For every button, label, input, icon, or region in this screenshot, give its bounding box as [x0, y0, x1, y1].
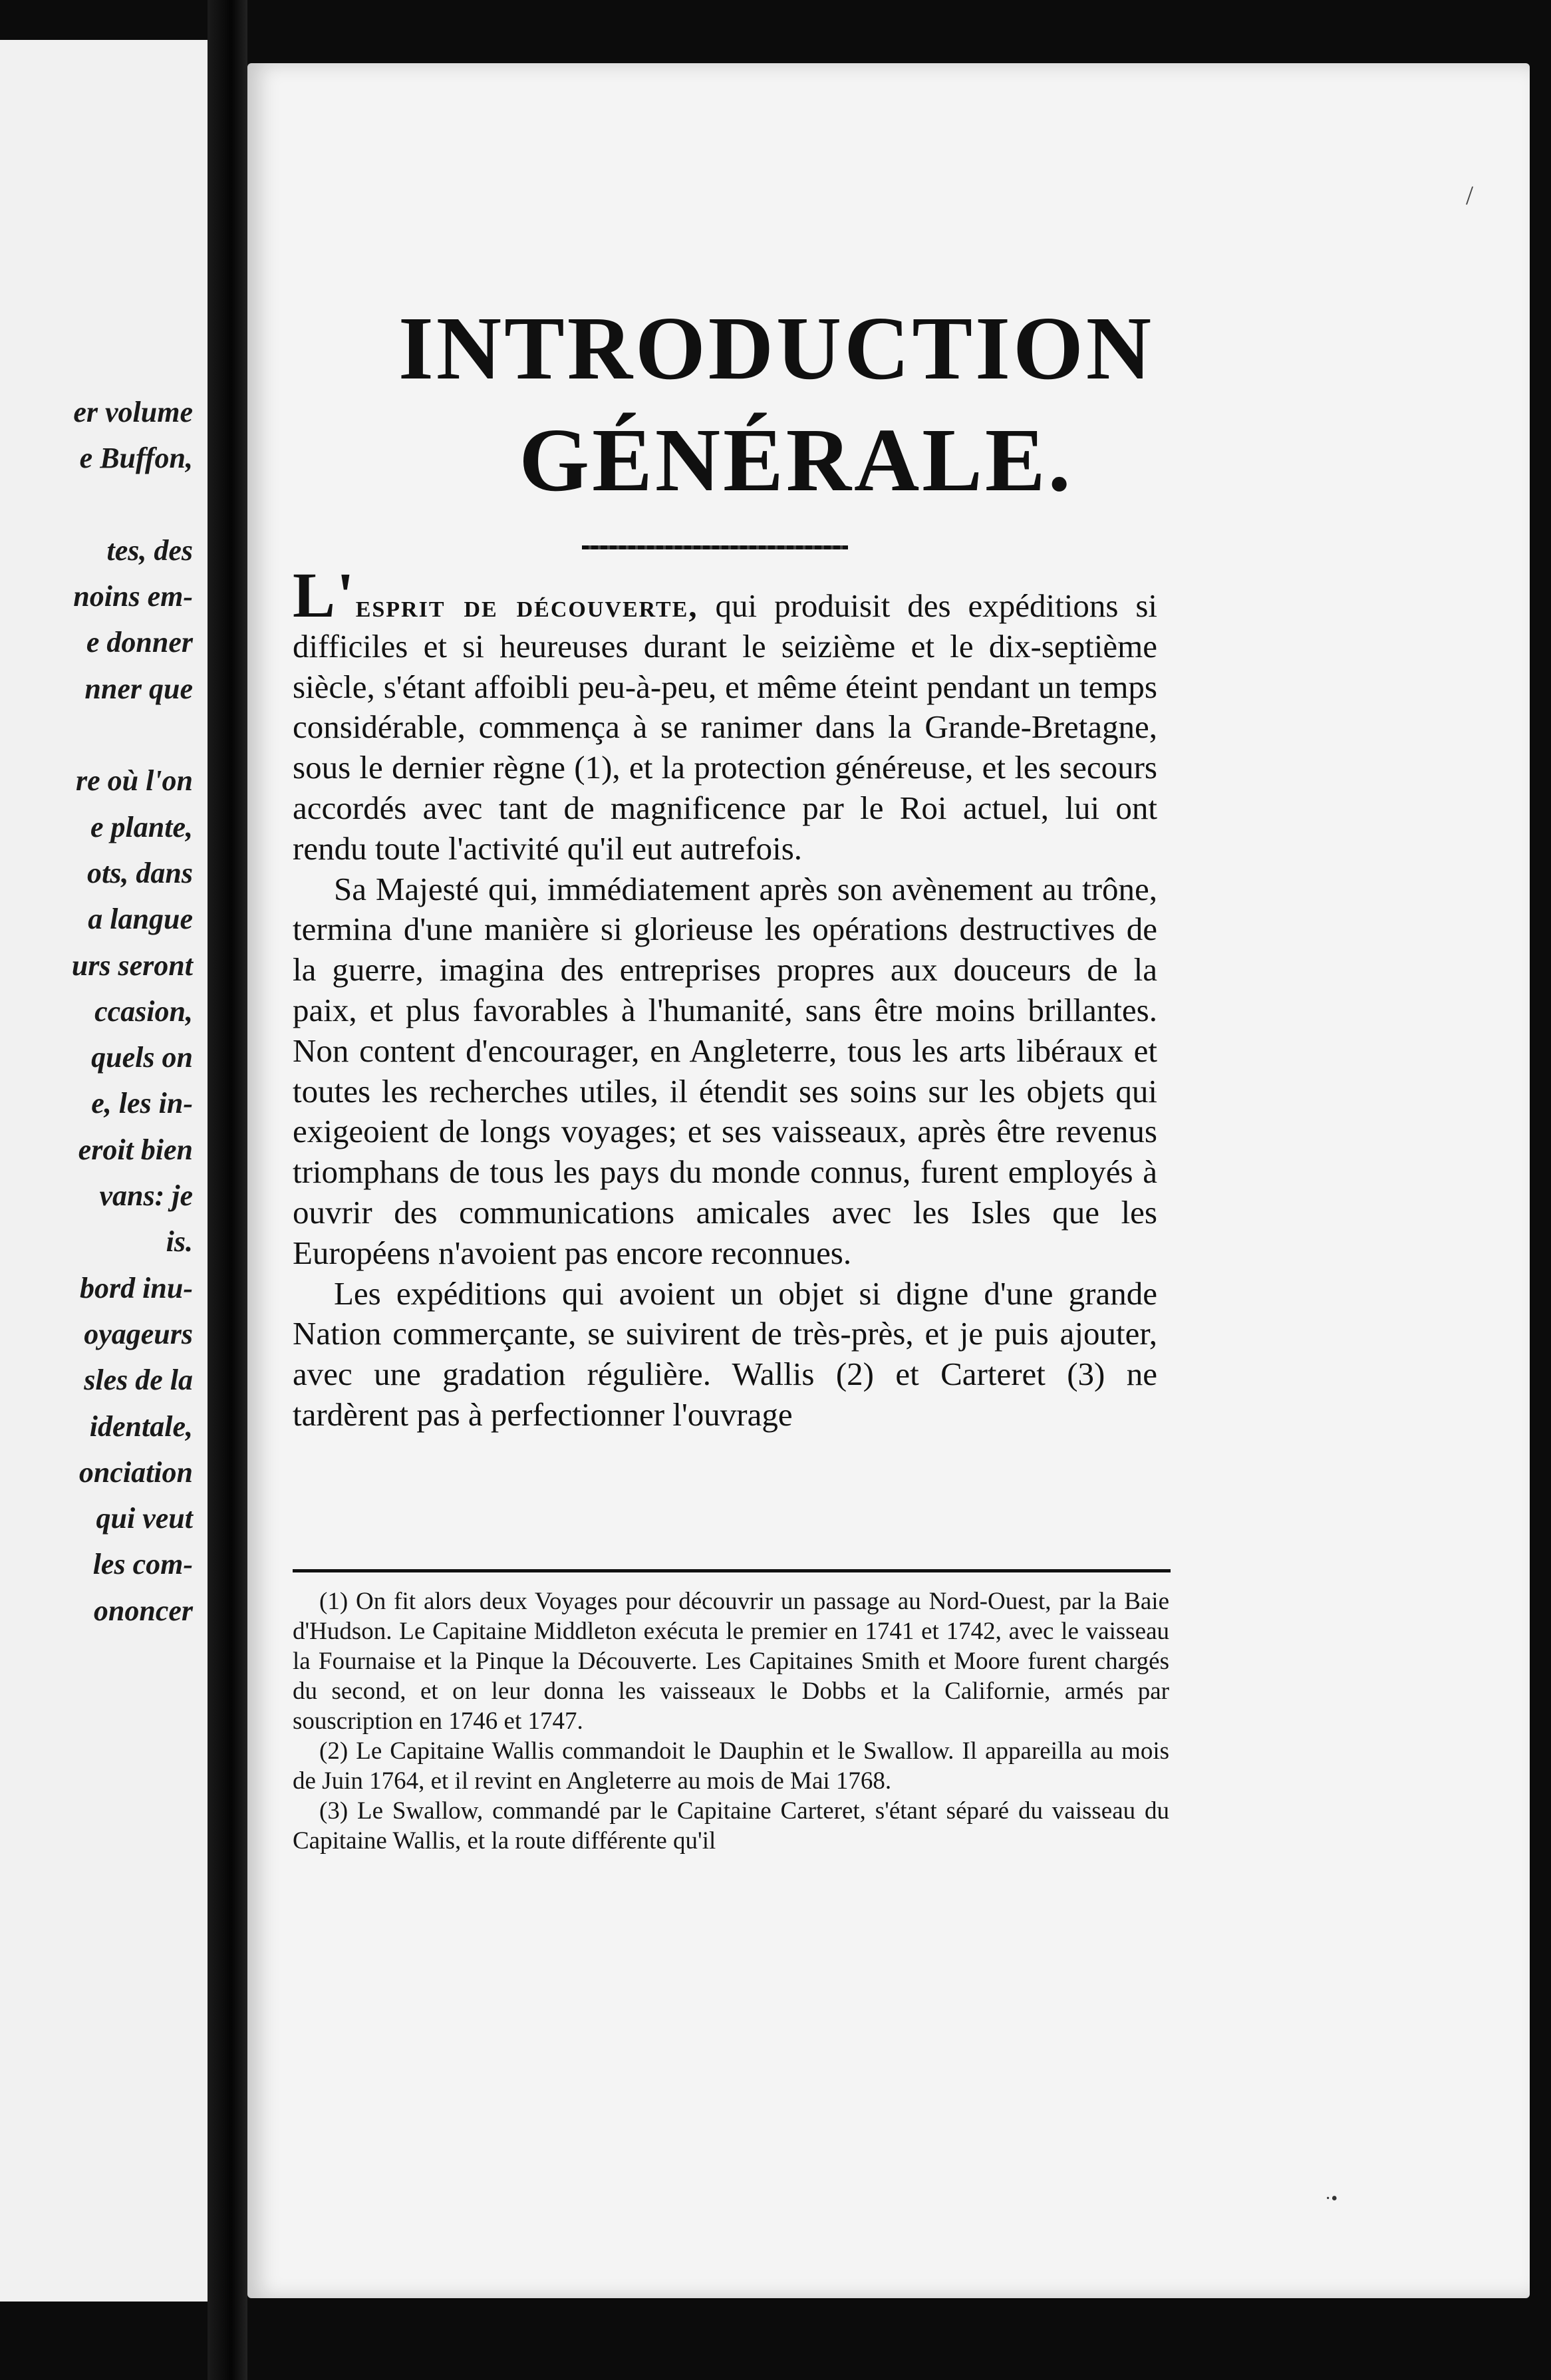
- facing-page-text: [72, 389, 193, 1634]
- main-page: [247, 63, 1530, 2298]
- title-ornament-rule: [582, 545, 848, 549]
- facing-line: quels on: [91, 1041, 193, 1074]
- facing-line: urs seront: [71, 949, 193, 982]
- facing-line: oyageurs: [84, 1317, 193, 1350]
- facing-line: e donner: [86, 626, 193, 659]
- facing-line: les com-: [92, 1548, 193, 1581]
- facing-line: is.: [166, 1225, 193, 1259]
- book-gutter: [208, 0, 247, 2380]
- facing-line: bord inu-: [80, 1271, 193, 1304]
- paragraph-2: Sa Majesté qui, immédiatement après son avènement au trône, termina d'une manière si glorieuse les opérations destructives de la guerre, imagina des entreprises propres aux douceurs de la paix, et plus favorables à l'humanité, sans être moins brillantes. Non content d'encourager, en Angleterre, tous les arts libéraux et toutes les recherches utiles, il étendit ses soins sur les objets qui exigeoient de longs voyages; et ses vaisseaux, après être revenus triomphans de tous les pays du monde connus, furent employés à ouvrir des communications amicales avec les Isles que les Européens n'avoient pas encore reconnues.: [293, 870, 1157, 1271]
- facing-line: [72, 482, 193, 527]
- facing-line: nner que: [84, 672, 193, 705]
- stray-marks: ·•: [1325, 2188, 1338, 2209]
- paragraph-3: Les expéditions qui avoient un objet si digne d'une grande Nation commerçante, se suivirent de très-près, et je puis ajouter, avec une gradation régulière. Wallis (2) et Carteret (3) ne tardèrent pas à perfectionner l'ouvrage: [293, 1274, 1157, 1433]
- facing-line: tes, des: [106, 533, 193, 567]
- facing-line: re où l'on: [75, 764, 193, 798]
- footnote-3: (3) Le Swallow, commandé par le Capitaine Carteret, s'étant séparé du vaisseau du Capitaine Wallis, et la route différente qu'il: [293, 1797, 1169, 1855]
- facing-line: noins em-: [73, 580, 193, 613]
- facing-line: eroit bien: [78, 1133, 193, 1166]
- page-title: [287, 293, 1265, 516]
- facing-line: er volume: [73, 396, 193, 428]
- facing-line: [72, 712, 193, 758]
- facing-line: ots, dans: [87, 856, 193, 889]
- footnotes: [293, 1586, 1169, 1856]
- facing-line: ononcer: [93, 1594, 193, 1627]
- facing-line: sles de la: [84, 1364, 193, 1397]
- paragraph-1: [293, 559, 1158, 869]
- facing-line: qui veut: [96, 1502, 193, 1535]
- footnote-2: (2) Le Capitaine Wallis commandoit le Dauphin et le Swallow. Il appareilla au mois de Juin 1764, et il revint en Angleterre au mois de Mai 1768.: [293, 1737, 1169, 1795]
- facing-line: vans: je: [99, 1179, 193, 1213]
- paragraph-1-text: qui produisit des expéditions si difficiles et si heureuses durant le seizième et le dix-septième siècle, s'étant affoibli peu-à-peu, et même éteint pendant un temps considérable, commença à se ranimer dans la Grande-Bretagne, sous le dernier règne (1), et la protection généreuse, et les secours accordés avec tant de magnificence par le Roi actuel, lui ont rendu toute l'activité qu'il eut autrefois.: [293, 587, 1158, 867]
- facing-line: e plante,: [90, 810, 193, 843]
- lead-words: L'esprit de découverte,: [293, 559, 698, 631]
- facing-line: e, les in-: [91, 1087, 193, 1120]
- body-text: [293, 559, 1158, 1435]
- facing-line: identale,: [89, 1410, 193, 1443]
- facing-line: onciation: [78, 1455, 193, 1489]
- title-line-1: INTRODUCTION: [398, 299, 1155, 398]
- ink-mark: /: [1466, 180, 1474, 210]
- facing-line: ccasion,: [94, 994, 193, 1028]
- facing-page: [0, 40, 212, 2302]
- facing-line: e Buffon,: [79, 442, 193, 475]
- title-line-2: GÉNÉRALE.: [519, 410, 1073, 510]
- footnote-rule: [293, 1569, 1171, 1572]
- facing-line: a langue: [88, 903, 193, 936]
- footnote-1: (1) On fit alors deux Voyages pour découvrir un passage au Nord-Ouest, par la Baie d'Hudson. Le Capitaine Middleton exécuta le premier en 1741 et 1742, avec le vaisseau la Fournaise et la Pinque la Découverte. Les Capitaines Smith et Moore furent chargés du second, et on leur donna les vaisseaux le Dobbs et la Californie, armés par souscription en 1746 et 1747.: [293, 1588, 1169, 1735]
